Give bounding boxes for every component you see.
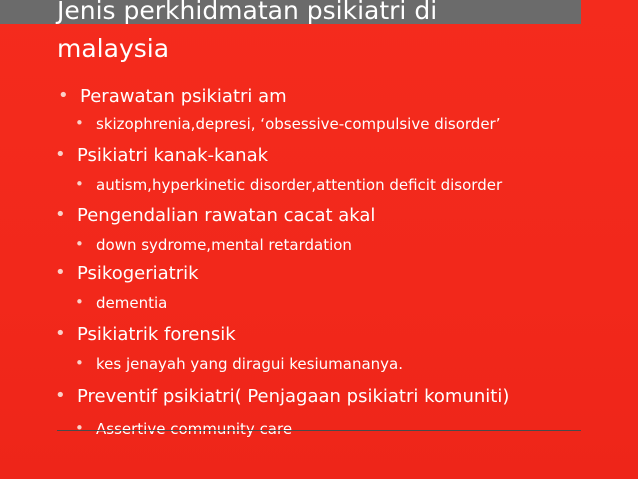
bullet-icon: • (75, 293, 84, 311)
bullet-text: skizophrenia,depresi, ‘obsessive-compulsive disorder’ (96, 115, 501, 133)
bullet-icon: • (55, 385, 66, 406)
bullet-item (55, 323, 236, 346)
bullet-icon: • (55, 204, 66, 225)
sub-bullet-item (75, 114, 501, 134)
bullet-text: down sydrome,mental retardation (96, 236, 352, 254)
bullet-icon: • (75, 114, 84, 132)
bullet-item (55, 385, 510, 408)
sub-bullet-item (75, 293, 168, 313)
slide-title: Jenis perkhidmatan psikiatri di malaysia (57, 0, 438, 63)
bullet-icon: • (55, 144, 66, 165)
bullet-text: Psikogeriatrik (77, 263, 199, 284)
bullet-text: kes jenayah yang diragui kesiumananya. (96, 355, 403, 373)
sub-bullet-item (75, 354, 403, 374)
sub-bullet-item (75, 175, 503, 195)
sub-bullet-item (75, 235, 352, 255)
bullet-text: Psikiatri kanak-kanak (77, 145, 269, 166)
bullet-icon: • (55, 323, 66, 344)
bullet-text: Perawatan psikiatri am (80, 86, 287, 107)
bottom-divider (57, 430, 581, 431)
bullet-text: autism,hyperkinetic disorder,attention deficit disorder (96, 176, 503, 194)
bullet-icon: • (75, 175, 84, 193)
bullet-item (55, 144, 269, 167)
bullet-text: Assertive community care (96, 420, 293, 438)
bullet-icon: • (55, 262, 66, 283)
bullet-icon: • (58, 85, 69, 106)
bullet-text: Pengendalian rawatan cacat akal (77, 205, 376, 226)
bullet-text: Psikiatrik forensik (77, 324, 236, 345)
bullet-item (58, 85, 287, 108)
bullet-icon: • (75, 354, 84, 372)
bullet-item (55, 262, 199, 285)
bullet-text: dementia (96, 294, 168, 312)
bullet-icon: • (75, 235, 84, 253)
bullet-text: Preventif psikiatri( Penjagaan psikiatri komuniti) (77, 386, 510, 407)
bullet-icon: • (75, 419, 84, 437)
bullet-item (55, 204, 376, 227)
